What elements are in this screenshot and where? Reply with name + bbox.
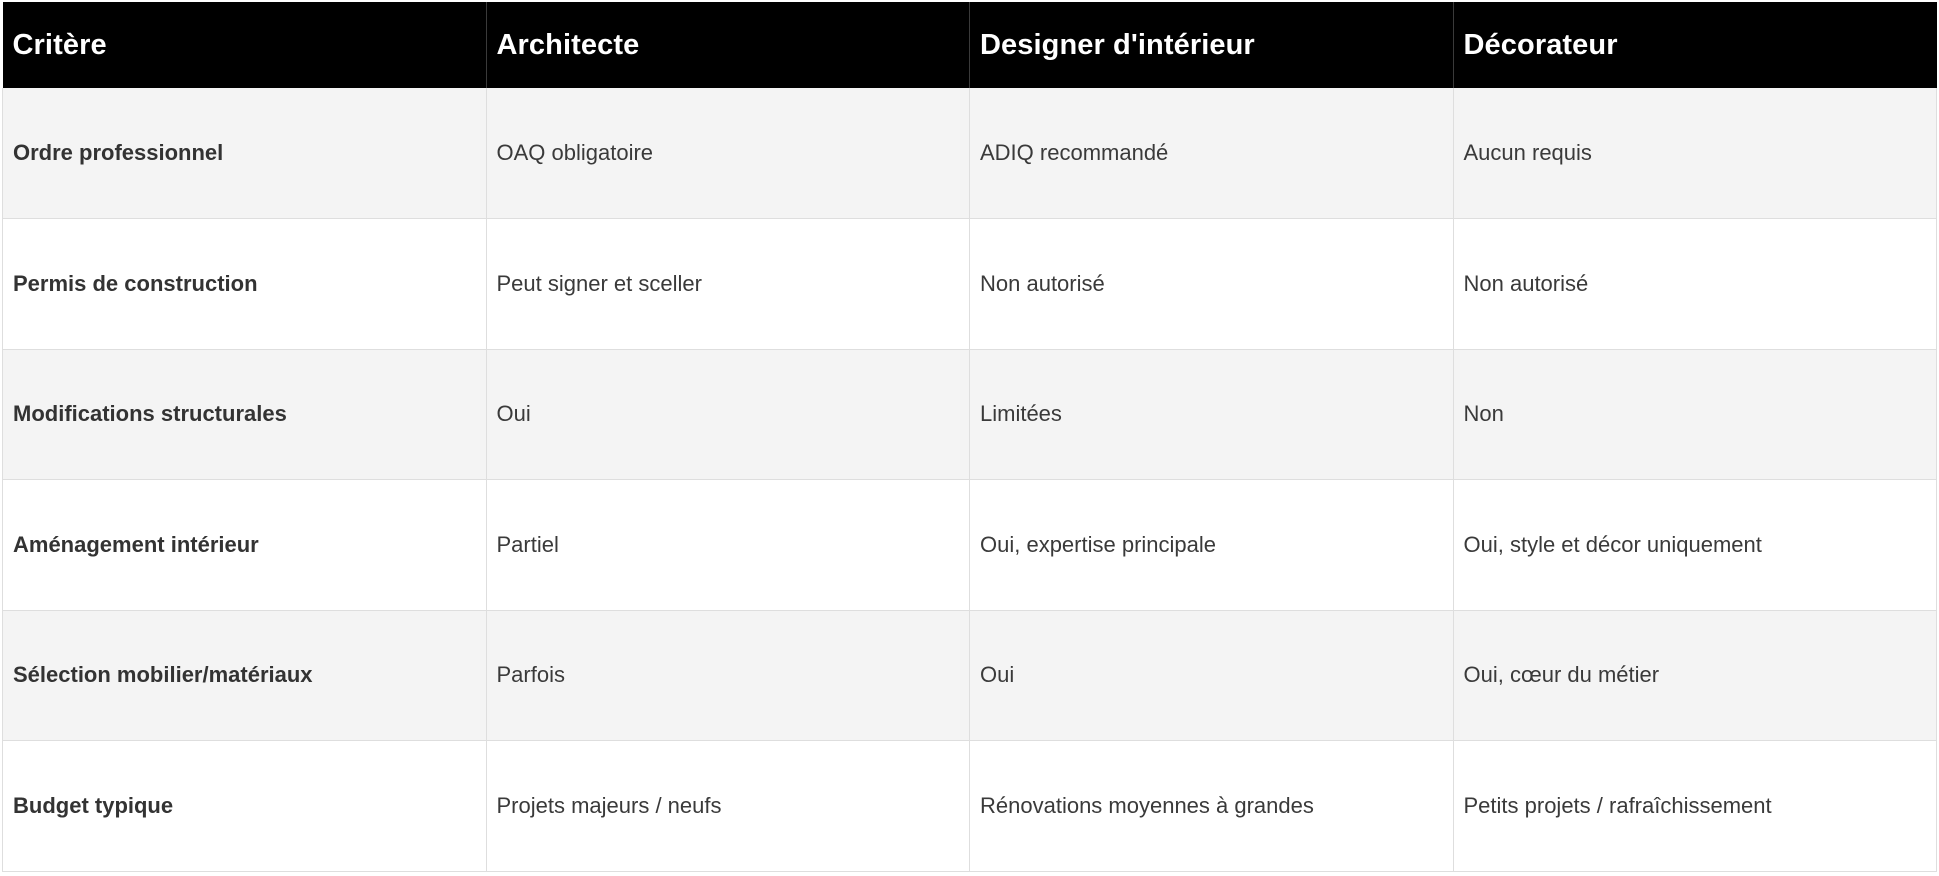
table-header — [3, 2, 1937, 88]
cell-interior-designer: ADIQ recommandé — [970, 88, 1454, 219]
cell-decorator: Aucun requis — [1453, 88, 1937, 219]
cell-architect: Projets majeurs / neufs — [486, 741, 970, 872]
cell-architect: OAQ obligatoire — [486, 88, 970, 219]
row-criterion: Modifications structurales — [3, 349, 487, 480]
table-body — [3, 88, 1937, 871]
cell-architect: Peut signer et sceller — [486, 219, 970, 350]
comparison-table — [2, 2, 1937, 872]
table-row — [3, 741, 1937, 872]
row-criterion: Aménagement intérieur — [3, 480, 487, 611]
header-cell-architect: Architecte — [486, 2, 970, 88]
cell-decorator: Non — [1453, 349, 1937, 480]
row-criterion: Permis de construction — [3, 219, 487, 350]
header-cell-decorator: Décorateur — [1453, 2, 1937, 88]
cell-decorator: Petits projets / rafraîchissement — [1453, 741, 1937, 872]
cell-interior-designer: Non autorisé — [970, 219, 1454, 350]
header-cell-criteria: Critère — [3, 2, 487, 88]
cell-architect: Oui — [486, 349, 970, 480]
cell-decorator: Non autorisé — [1453, 219, 1937, 350]
cell-architect: Parfois — [486, 610, 970, 741]
comparison-table-container — [2, 2, 1936, 872]
table-row — [3, 88, 1937, 219]
row-criterion: Ordre professionnel — [3, 88, 487, 219]
row-criterion: Sélection mobilier/matériaux — [3, 610, 487, 741]
cell-interior-designer: Oui — [970, 610, 1454, 741]
cell-architect: Partiel — [486, 480, 970, 611]
cell-interior-designer: Limitées — [970, 349, 1454, 480]
cell-decorator: Oui, cœur du métier — [1453, 610, 1937, 741]
header-cell-interior-designer: Designer d'intérieur — [970, 2, 1454, 88]
cell-decorator: Oui, style et décor uniquement — [1453, 480, 1937, 611]
cell-interior-designer: Oui, expertise principale — [970, 480, 1454, 611]
header-row — [3, 2, 1937, 88]
table-row — [3, 349, 1937, 480]
table-row — [3, 219, 1937, 350]
table-row — [3, 480, 1937, 611]
table-row — [3, 610, 1937, 741]
row-criterion: Budget typique — [3, 741, 487, 872]
cell-interior-designer: Rénovations moyennes à grandes — [970, 741, 1454, 872]
